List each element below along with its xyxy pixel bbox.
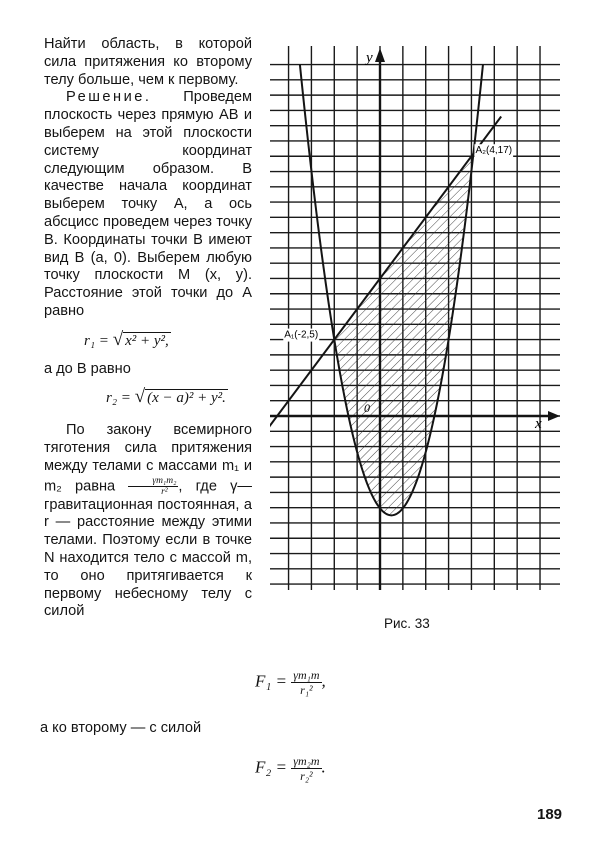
- gravity-fraction-den: r²: [161, 486, 168, 497]
- gravity-paragraph: [44, 422, 252, 621]
- tail-text: а ко второму — с силой: [40, 720, 202, 736]
- formula-F2: [255, 754, 326, 783]
- x-axis-arrow-icon: [548, 411, 560, 421]
- sqrt-icon: √: [134, 386, 146, 408]
- point-a1-label: A₁(-2,5): [284, 329, 319, 341]
- formula-r1: [84, 328, 252, 351]
- figure-caption: Рис. 33: [384, 616, 430, 631]
- page-number: 189: [537, 806, 563, 823]
- formula-F2-den: r₂²: [300, 769, 313, 783]
- formula-r1-lhs: r₁ =: [84, 332, 113, 349]
- formula-F1-fraction: [291, 668, 321, 697]
- solution-paragraph: [44, 89, 252, 320]
- formula-F1-den: r₁²: [300, 683, 313, 697]
- formula-F1-num: γm₁m: [293, 668, 320, 682]
- origin-label: 0: [364, 401, 370, 415]
- point-a2-label: A₂(4,17): [475, 145, 513, 157]
- gravity-text-b: , где γ—гравитационная постоянная, а r — расстояние между этими телами. Поэтому если в точке N находится тело с массой m, то оно притягивается к первому небесному телу с силой: [44, 477, 252, 620]
- formula-r2-radicand: (x − a)² + y².: [147, 390, 226, 407]
- mid-text: а до B равно: [44, 360, 131, 377]
- formula-F2-fraction: [291, 754, 321, 783]
- sqrt-icon: √: [112, 328, 124, 350]
- solution-text: Проведем плоскость через прямую AB и выберем на этой плоскости систему координат следующим образом. В качестве начала координат выберем точку A, а ось абсцисс проведем через точку B. Координаты точки B имеют вид B (a, 0). Выберем любую точку плоскости M (x, y). Расстояние этой точки до A равно: [44, 89, 252, 319]
- problem-statement: Найти область, в которой сила притяжения ко второму телу больше, чем к первому.: [44, 36, 252, 88]
- formula-F1: [255, 668, 326, 697]
- formula-F2-lhs: F₂ =: [255, 757, 292, 777]
- formula-r2-lhs: r₂ =: [106, 390, 135, 407]
- formula-F1-tail: ,: [321, 671, 326, 691]
- gravity-fraction-num: γm₁m₂: [128, 476, 178, 487]
- formula-F1-lhs: F₁ =: [255, 671, 292, 691]
- gravity-text-a: По закону всемирного тяготения сила притяжения между телами с массами m₁ и m₂ равна: [44, 422, 252, 494]
- y-axis-arrow-icon: [375, 48, 385, 62]
- y-axis-label: y: [366, 50, 373, 66]
- figure-33: [270, 40, 562, 600]
- left-text-column: [44, 36, 252, 621]
- formula-F2-tail: .: [321, 757, 326, 777]
- formula-F2-num: γm₂m: [293, 754, 320, 768]
- formula-r1-radicand: x² + y²,: [125, 332, 169, 349]
- gravity-fraction: [128, 476, 178, 497]
- solution-word: Решение.: [66, 89, 152, 106]
- formula-r2: [106, 388, 252, 408]
- x-axis-label: x: [535, 416, 542, 432]
